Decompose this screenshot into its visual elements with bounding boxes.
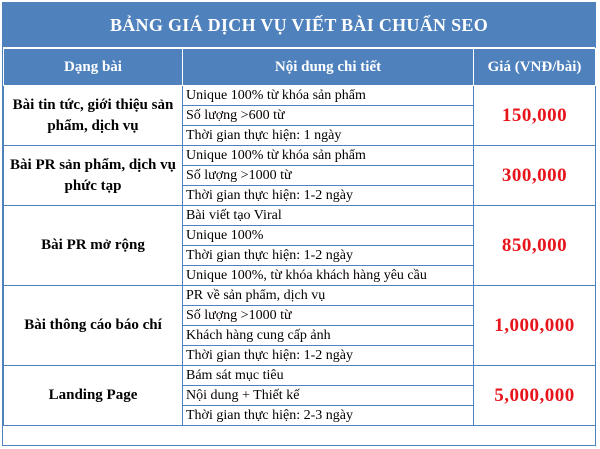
service-type: Landing Page	[4, 366, 183, 426]
price-value: 850,000	[474, 206, 596, 286]
service-type: Bài thông cáo báo chí	[4, 286, 183, 366]
detail-line: Unique 100%	[183, 226, 473, 246]
detail-line: Nội dung + Thiết kế	[183, 386, 473, 406]
detail-line: PR về sản phẩm, dịch vụ	[183, 286, 473, 306]
table-row	[4, 206, 596, 286]
detail-line: Bài viết tạo Viral	[183, 206, 473, 226]
table-row	[4, 86, 596, 146]
detail-cell	[183, 146, 474, 206]
detail-cell	[183, 366, 474, 426]
detail-line: Unique 100% từ khóa sản phẩm	[183, 146, 473, 166]
detail-line: Bám sát mục tiêu	[183, 366, 473, 386]
detail-cell	[183, 86, 474, 146]
price-table	[3, 48, 596, 426]
detail-line: Thời gian thực hiện: 1 ngày	[186, 128, 342, 143]
price-value: 150,000	[474, 86, 596, 146]
detail-line: Thời gian thực hiện: 1-2 ngày	[183, 246, 473, 266]
detail-line: Số lượng >600 từ	[183, 106, 473, 126]
detail-line: Unique 100% từ khóa sản phẩm	[183, 86, 473, 106]
detail-cell	[183, 286, 474, 366]
price-value: 300,000	[474, 146, 596, 206]
header-price: Giá (VNĐ/bài)	[474, 49, 596, 86]
detail-line: Thời gian thực hiện: 1-2 ngày	[186, 348, 354, 363]
detail-line: Số lượng >1000 từ	[183, 166, 473, 186]
service-type: Bài PR sản phẩm, dịch vụ phức tạp	[4, 146, 183, 206]
price-value: 5,000,000	[474, 366, 596, 426]
service-type: Bài tin tức, giới thiệu sản phẩm, dịch vụ	[4, 86, 183, 146]
table-row	[4, 366, 596, 426]
price-value: 1,000,000	[474, 286, 596, 366]
detail-cell	[183, 206, 474, 286]
detail-line: Thời gian thực hiện: 2-3 ngày	[186, 408, 354, 423]
detail-line: Unique 100%, từ khóa khách hàng yêu cầu	[186, 268, 427, 283]
header-row	[4, 49, 596, 86]
service-type: Bài PR mở rộng	[4, 206, 183, 286]
detail-line: Khách hàng cung cấp ảnh	[183, 326, 473, 346]
table-row	[4, 286, 596, 366]
detail-line: Thời gian thực hiện: 1-2 ngày	[186, 188, 354, 203]
header-detail: Nội dung chi tiết	[183, 49, 474, 86]
header-type: Dạng bài	[4, 49, 183, 86]
table-row	[4, 146, 596, 206]
page-title: BẢNG GIÁ DỊCH VỤ VIẾT BÀI CHUẨN SEO	[3, 3, 595, 48]
detail-line: Số lượng >1000 từ	[183, 306, 473, 326]
